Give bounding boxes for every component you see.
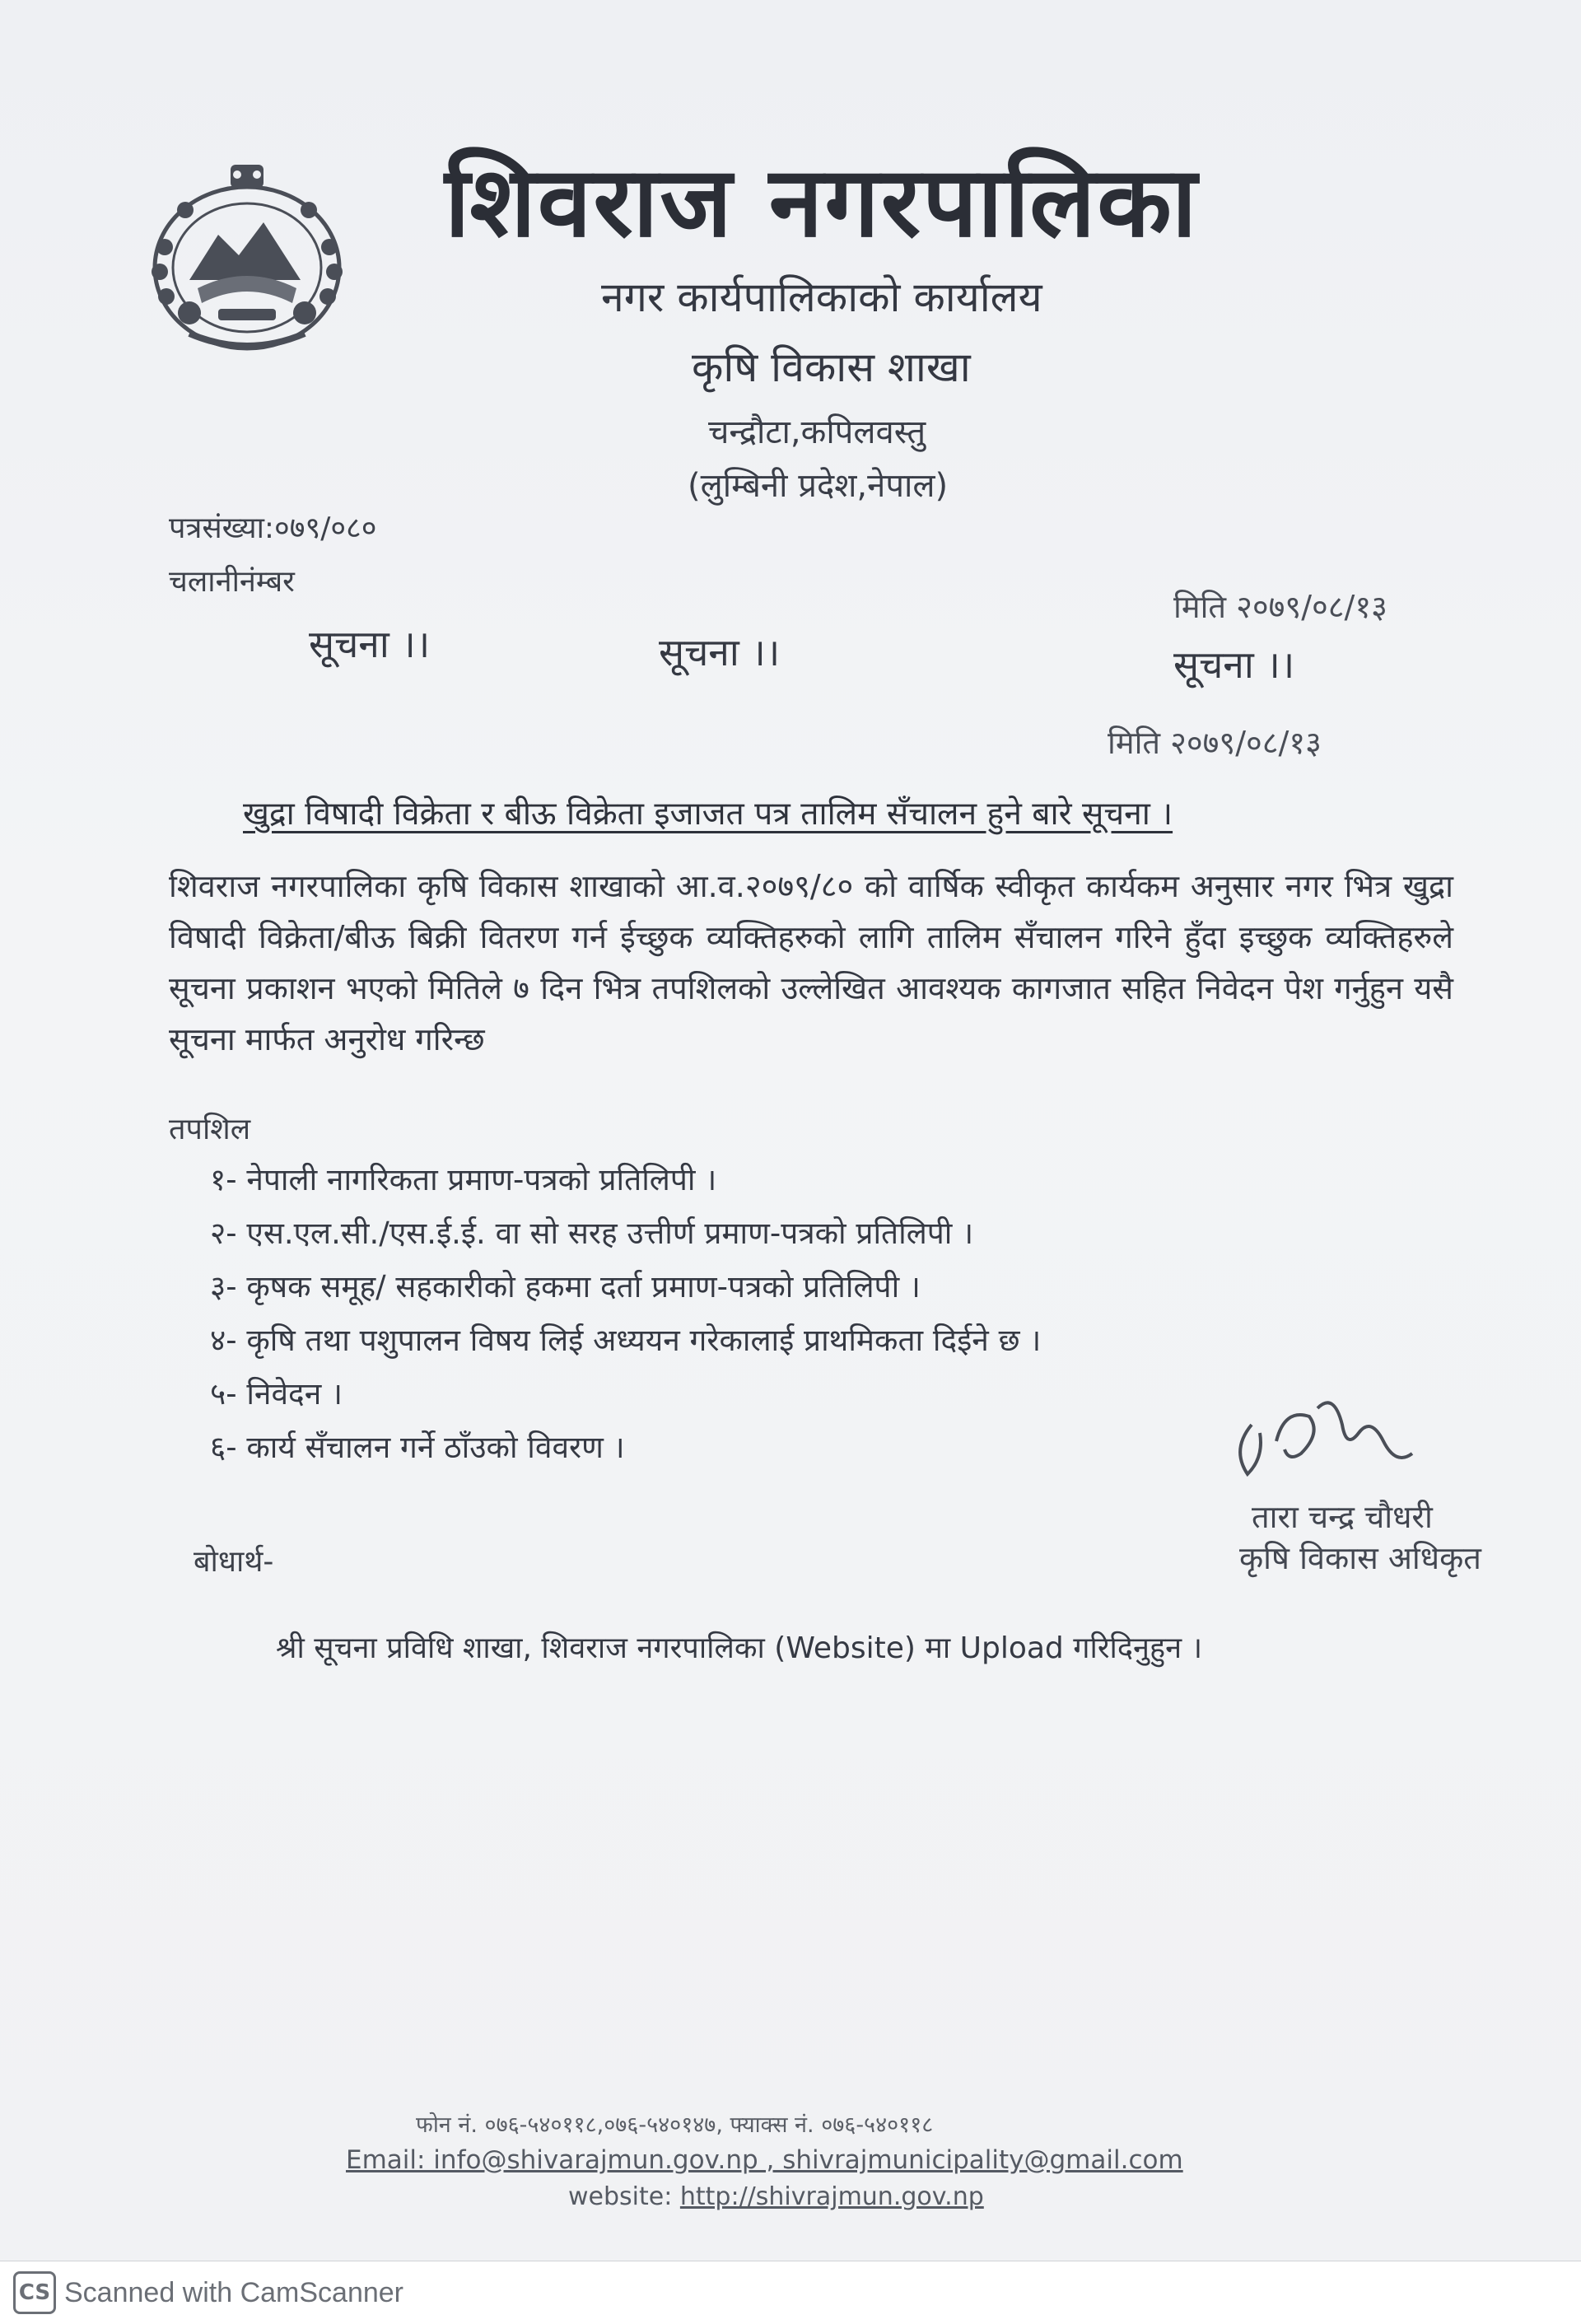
list-item: १- नेपाली नागरिकता प्रमाण-पत्रको प्रतिलिपी । [210, 1162, 717, 1197]
watermark-text: Scanned with CamScanner [64, 2277, 404, 2308]
signer-title: कृषि विकास अधिकृत [1239, 1540, 1481, 1576]
website-label: website: [568, 2182, 680, 2211]
list-item: २- एस.एल.सी./एस.ई.ई. वा सो सरह उत्तीर्ण प्रमाण-पत्रको प्रतिलिपी । [210, 1216, 974, 1251]
list-item: ५- निवेदन । [210, 1376, 343, 1412]
signer-name: तारा चन्द्र चौधरी [1252, 1499, 1433, 1535]
signature-mark [1219, 1375, 1433, 1491]
footer-website [568, 2182, 984, 2211]
date-top: मिति २०७९/०८/१३ [1173, 589, 1387, 625]
reference-number: पत्रसंख्या:०७९/०८० [169, 511, 377, 545]
details-label: तपशिल [169, 1113, 251, 1146]
requirements-list [210, 1153, 1041, 1474]
list-item: ४- कृषि तथा पशुपालन विषय लिई अध्ययन गरेकालाई प्राथमिकता दिईने छ । [210, 1323, 1042, 1358]
notice-heading-1: सूचना ।। [309, 622, 431, 666]
list-item: ६- कार्य सँचालन गर्ने ठाँउको विवरण । [210, 1430, 625, 1465]
notice-heading-2: सूचना ।। [659, 630, 781, 674]
website-link[interactable]: http://shivrajmun.gov.np [679, 2182, 984, 2211]
date-second: मिति २०७९/०८/१३ [1108, 725, 1322, 761]
address: चन्द्रौटा,कपिलवस्तु [708, 413, 926, 451]
camscanner-logo-icon: CS [13, 2271, 56, 2314]
province: (लुम्बिनी प्रदेश,नेपाल) [688, 467, 949, 505]
dispatch-number: चलानीनंम्बर [169, 565, 295, 599]
org-name: शिवराज नगरपालिका [445, 145, 1199, 259]
subject-line: खुद्रा विषादी विक्रेता र बीऊ विक्रेता इजाजत पत्र तालिम सँचालन हुने बारे सूचना । [243, 796, 1173, 833]
cc-recipient: श्री सूचना प्रविधि शाखा, शिवराज नगरपालिका (Website) मा Upload गरिदिनुहुन । [276, 1631, 1203, 1665]
footer-phone: फोन नं. ०७६-५४०११८,०७६-५४०१४७, फ्याक्स नं. ०७६-५४०११८ [416, 2112, 934, 2138]
notice-heading-3: सूचना ।। [1173, 642, 1295, 687]
list-item: ३- कृषक समूह/ सहकारीको हकमा दर्ता प्रमाण-पत्रको प्रतिलिपी । [210, 1269, 921, 1304]
footer-email: Email: info@shivarajmun.gov.np , shivrajmunicipality@gmail.com [346, 2145, 1183, 2175]
government-emblem-icon [140, 156, 354, 366]
cc-label: बोधार्थ- [194, 1545, 274, 1579]
scanner-watermark-bar [0, 2261, 1581, 2324]
office-name: नगर कार्यपालिकाको कार्यालय [601, 273, 1042, 321]
body-paragraph: शिवराज नगरपालिका कृषि विकास शाखाको आ.व.२०७९/८० को वार्षिक स्वीकृत कार्यकम अनुसार नगर भित्र खुद्रा विषादी विक्रेता/बीऊ बिक्री वितरण गर्न ईच्छुक व्यक्तिहरुको लागि तालिम सँचालन गरिने हुँदा इच्छुक व्यक्तिहरुले सूचना प्रकाशन भएको मितिले ७ दिन भित्र तपशिलको उल्लेखित आवश्यक कागजात सहित निवेदन पेश गर्नुहुन यसै सूचना मार्फत अनुरोध गरिन्छ [169, 868, 1453, 1057]
branch-name: कृषि विकास शाखा [692, 343, 971, 391]
